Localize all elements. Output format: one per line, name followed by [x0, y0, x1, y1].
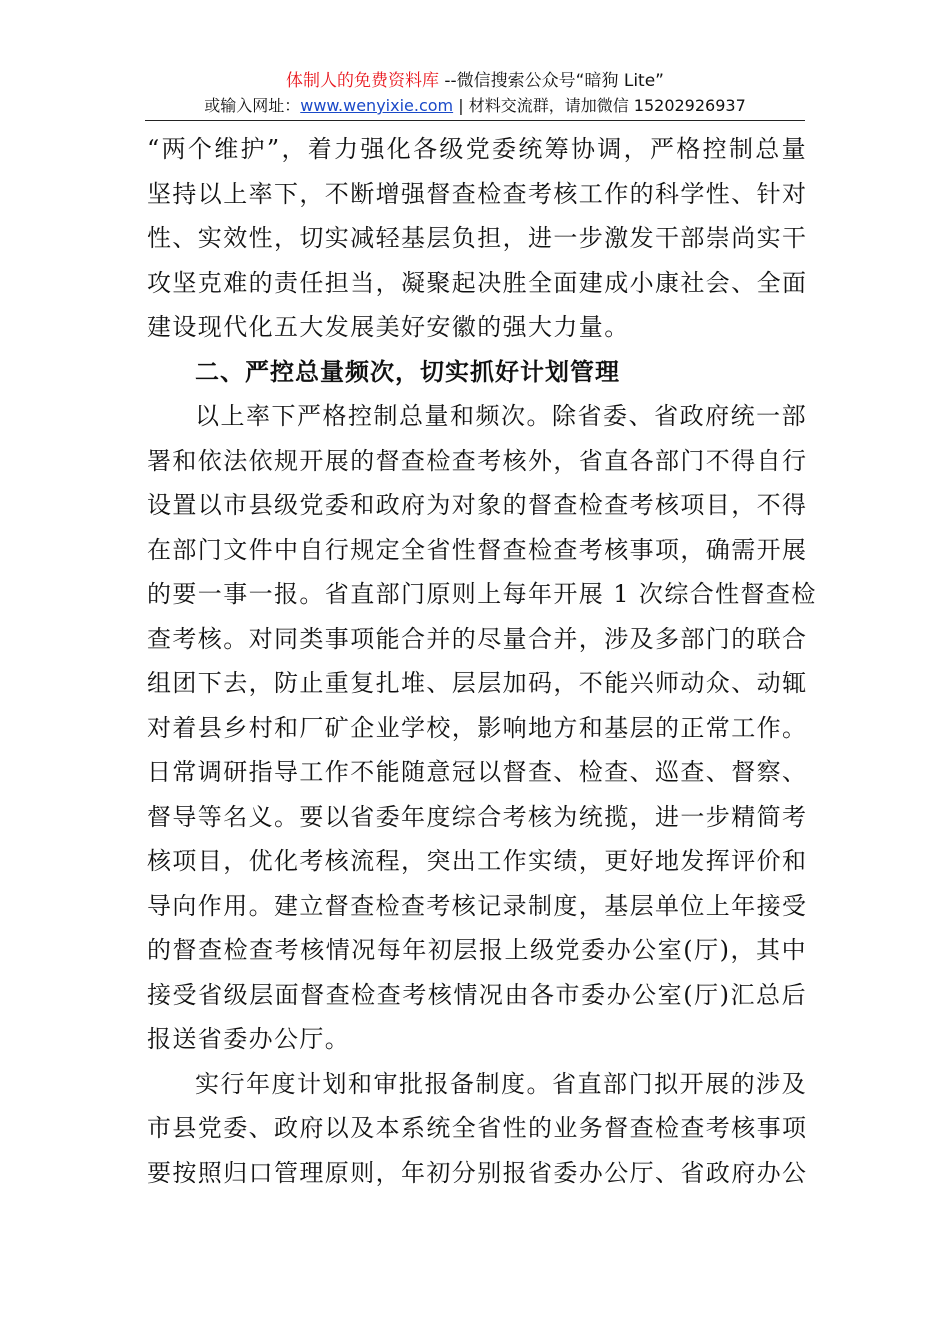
text-line: 署和依法依规开展的督查检查考核外，省直各部门不得自行	[147, 446, 808, 475]
text-line: 接受省级层面督查检查考核情况由各市委办公室(厅)汇总后	[147, 980, 807, 1009]
paragraph-1	[147, 127, 807, 350]
text-line: 核项目，优化考核流程，突出工作实绩，更好地发挥评价和	[147, 847, 808, 875]
text-line: 实行年度计划和审批报备制度。省直部门拟开展的涉及	[195, 1069, 807, 1098]
header-separator: |	[453, 96, 469, 115]
website-link[interactable]: www.wenyixie.com	[300, 96, 454, 115]
text-line: 的督查检查考核情况每年初层报上级党委办公室(厅)，其中	[147, 936, 807, 964]
text-line: 市县党委、政府以及本系统全省性的业务督查检查考核事项	[147, 1114, 808, 1142]
text-line: 日常调研指导工作不能随意冠以督查、检查、巡查、督察、	[147, 758, 808, 786]
header-title-line	[0, 68, 950, 94]
text-line: 建设现代化五大发展美好安徽的强大力量。	[147, 313, 630, 341]
text-line: 的要一事一报。省直部门原则上每年开展 1 次综合性督查检	[147, 580, 817, 608]
text-line: 组团下去，防止重复扎堆、层层加码，不能兴师动众、动辄	[147, 669, 808, 697]
text-line: 设置以市县级党委和政府为对象的督查检查考核项目，不得	[147, 491, 808, 519]
header-divider	[145, 120, 805, 121]
paragraph-2	[147, 394, 817, 1062]
text-line: 督导等名义。要以省委年度综合考核为统揽，进一步精简考	[147, 802, 808, 831]
text-line: 在部门文件中自行规定全省性督查检查考核事项，确需开展	[147, 535, 808, 564]
text-line: 坚持以上率下，不断增强督查检查考核工作的科学性、针对	[147, 179, 808, 208]
text-line: 导向作用。建立督查检查考核记录制度，基层单位上年接受	[147, 891, 808, 920]
text-line: 对着县乡村和厂矿企业学校，影响地方和基层的正常工作。	[147, 713, 808, 742]
text-line: 报送省委办公厅。	[147, 1025, 351, 1053]
header-contact-line	[0, 94, 950, 118]
section-heading: 二、严控总量频次，切实抓好计划管理	[195, 357, 620, 386]
brand-title: 体制人的免费资料库	[285, 71, 439, 91]
text-line: 以上率下严格控制总量和频次。除省委、省政府统一部	[195, 402, 807, 430]
paragraph-3	[147, 1062, 807, 1196]
page-header	[0, 68, 950, 118]
text-line: 要按照归口管理原则，年初分别报省委办公厅、省政府办公	[147, 1158, 808, 1187]
text-line: “两个维护”，着力强化各级党委统筹协调，严格控制总量	[147, 135, 807, 163]
text-line: 查考核。对同类事项能合并的尽量合并，涉及多部门的联合	[147, 624, 808, 653]
text-line: 性、实效性，切实减轻基层负担，进一步激发干部崇尚实干	[147, 224, 808, 252]
group-contact: 材料交流群，请加微信 15202926937	[468, 96, 746, 115]
url-prefix: 或输入网址：	[204, 96, 301, 115]
wechat-note: --微信搜索公众号“暗狗 Lite”	[438, 71, 664, 91]
text-line: 攻坚克难的责任担当，凝聚起决胜全面建成小康社会、全面	[147, 268, 808, 297]
document-body	[147, 127, 817, 1195]
